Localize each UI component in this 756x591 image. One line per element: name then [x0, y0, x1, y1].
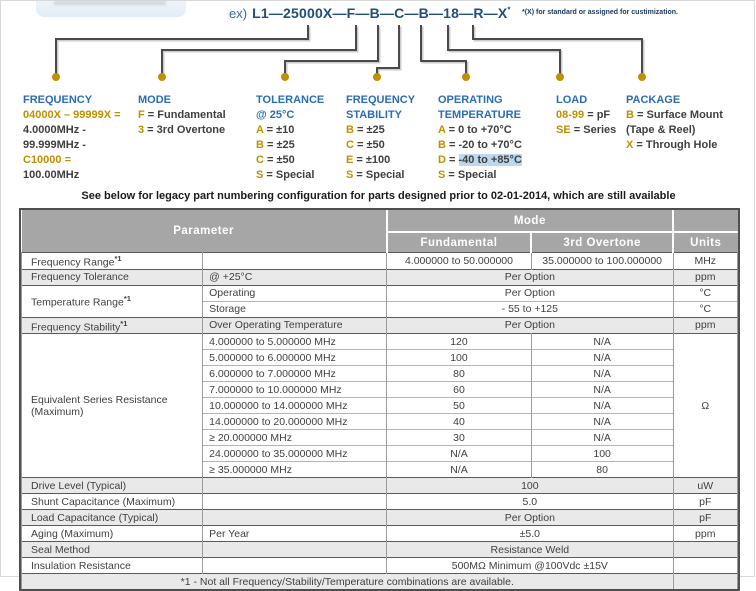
- legend-item: B = Surface Mount: [626, 109, 723, 121]
- table-cell-param: Frequency Stability$^{*1}$: [22, 317, 203, 334]
- header-units-spacer: [673, 210, 737, 232]
- item-code: B: [438, 139, 446, 151]
- line-shadow: [379, 27, 401, 79]
- legend-item: B = ±25: [256, 139, 295, 151]
- table-cell-cond: 7.000000 to 10.000000 MHz: [203, 382, 387, 398]
- legend-column-package: [626, 93, 744, 153]
- legend-item: S = Special: [256, 169, 315, 181]
- item-code: F: [138, 109, 145, 121]
- table-row: [22, 317, 738, 334]
- table-cell-cond: Over Operating Temperature: [203, 317, 387, 334]
- table-cell-cond: 14.000000 to 20.000000 MHz: [203, 414, 387, 430]
- connector-line: [162, 25, 356, 77]
- table-cell-unit: [673, 558, 737, 574]
- table-cell-cond: [203, 494, 387, 510]
- item-value: Special: [457, 169, 497, 181]
- table-cell-cond: Operating: [203, 285, 387, 301]
- table-cell-val: Per Option: [387, 269, 673, 285]
- legend-item: A = ±10: [256, 124, 295, 136]
- item-value: 3rd Overtone: [156, 124, 226, 136]
- legend-item: C = ±50: [346, 139, 385, 151]
- legend-item: S = Special: [438, 169, 497, 181]
- asterisk: *: [507, 5, 511, 15]
- legend-item: A = 0 to +70°C: [438, 124, 512, 136]
- table-cell-param: Frequency Tolerance: [22, 269, 203, 285]
- table-cell-unit: °C: [673, 301, 737, 317]
- customization-note: *(X) for standard or assigned for custimization.: [522, 9, 678, 16]
- legend-item: 100.00MHz: [23, 169, 80, 181]
- item-code: C: [256, 154, 264, 166]
- table-cell-val: Per Option: [387, 317, 673, 334]
- item-value: -20 to +70°C: [458, 139, 522, 151]
- legend-column-load: [556, 93, 624, 138]
- item-code: A: [438, 124, 446, 136]
- table-cell-unit: ppm: [673, 317, 737, 334]
- connector-dot: [52, 73, 60, 81]
- spec-table-wrap: [19, 208, 740, 591]
- table-cell-cond: [203, 542, 387, 558]
- legend-item: C10000 =: [23, 154, 72, 166]
- legend-item: S = Special: [346, 169, 405, 181]
- item-value: Series: [583, 124, 617, 136]
- table-cell-unit: MHz: [673, 253, 737, 270]
- item-code: B: [256, 139, 264, 151]
- item-value: ±50: [276, 154, 295, 166]
- column-header: MODE: [138, 94, 171, 106]
- legend-item: 04000X – 99999X =: [23, 109, 121, 121]
- table-cell-unit: ppm: [673, 269, 737, 285]
- table-cell-unit: pF: [673, 510, 737, 526]
- table-cell-foot: *1 - Not all Frequency/Stability/Temperature combinations are available.: [22, 574, 674, 590]
- connector-diagram: [1, 1, 756, 101]
- connector-dot: [556, 73, 564, 81]
- column-header: FREQUENCY: [346, 94, 416, 106]
- table-cell-cond: 5.000000 to 6.000000 MHz: [203, 350, 387, 366]
- footnote-marker: *1: [123, 294, 131, 304]
- table-cell-val: 100: [387, 478, 673, 494]
- column-header: OPERATING: [438, 94, 503, 106]
- column-header: TEMPERATURE: [438, 109, 521, 121]
- item-code: SE: [556, 124, 571, 136]
- table-row: [22, 253, 738, 270]
- table-cell-param: Drive Level (Typical): [22, 478, 203, 494]
- item-code: E: [346, 154, 354, 166]
- item-code: C: [346, 139, 354, 151]
- legend-item: 08-99 = pF: [556, 109, 611, 121]
- table-cell-cond: 24.000000 to 35.000000 MHz: [203, 446, 387, 462]
- item-code: B: [626, 109, 634, 121]
- item-value: Surface Mount: [646, 109, 723, 121]
- legend-item: 4.0000MHz -: [23, 124, 86, 136]
- part-number: L1—25000X—F—B—C—B—18—R—X*: [252, 5, 511, 21]
- legend-item: X = Through Hole: [626, 139, 718, 151]
- item-code: A: [256, 124, 264, 136]
- table-cell-param: Equivalent Series Resistance (Maximum): [22, 334, 203, 478]
- table-cell-val: N/A: [531, 350, 673, 366]
- item-value: ±10: [276, 124, 295, 136]
- table-cell-unit: pF: [673, 494, 737, 510]
- item-value: 0 to +70°C: [458, 124, 512, 136]
- table-row: [22, 542, 738, 558]
- item-code: X: [626, 139, 634, 151]
- item-value: ±100: [365, 154, 391, 166]
- table-cell-param: Frequency Range$^{*1}$: [22, 253, 203, 270]
- header-units: Units: [673, 232, 737, 253]
- column-header: PACKAGE: [626, 94, 681, 106]
- table-cell-cond: [203, 510, 387, 526]
- legend-column-frequency: [23, 93, 135, 183]
- table-row: [22, 558, 738, 574]
- legend-item: 3 = 3rd Overtone: [138, 124, 226, 136]
- connector-line: [448, 25, 560, 77]
- footnote-marker: *1: [120, 318, 128, 328]
- table-row: [22, 269, 738, 285]
- item-code: B: [346, 124, 354, 136]
- header-mode: Mode: [387, 210, 673, 232]
- table-cell-val: N/A: [531, 366, 673, 382]
- item-code: 08-99: [556, 109, 585, 121]
- table-cell-cond: [203, 253, 387, 270]
- spec-table: [21, 210, 738, 589]
- table-cell-val: 40: [387, 414, 532, 430]
- table-cell-val: - 55 to +125: [387, 301, 673, 317]
- column-header: TOLERANCE: [256, 94, 325, 106]
- table-cell-cond: ≥ 20.000000 MHz: [203, 430, 387, 446]
- legacy-note: See below for legacy part numbering configuration for parts designed prior to 02-01-2014, which are still available: [81, 190, 676, 202]
- header-3rd-overtone: 3rd Overtone: [531, 232, 673, 253]
- table-cell-unit: [673, 542, 737, 558]
- item-code: S: [346, 169, 354, 181]
- table-row: [22, 494, 738, 510]
- legend-item: B = -20 to +70°C: [438, 139, 522, 151]
- table-cell-val: N/A: [531, 334, 673, 350]
- table-cell-cond: Per Year: [203, 526, 387, 542]
- footnote-marker: *1: [114, 254, 122, 263]
- legend-item: 99.999MHz -: [23, 139, 86, 151]
- item-code: D: [438, 154, 446, 166]
- legend-column-tolerance: [256, 93, 344, 183]
- connector-dot: [158, 73, 166, 81]
- table-cell-cond: @ +25°C: [203, 269, 387, 285]
- table-cell-val: N/A: [531, 430, 673, 446]
- column-header: @ 25°C: [256, 109, 295, 121]
- table-cell-param: Shunt Capacitance (Maximum): [22, 494, 203, 510]
- column-header: LOAD: [556, 94, 588, 106]
- table-row: [22, 334, 738, 350]
- table-cell-val: N/A: [531, 398, 673, 414]
- table-cell-val: 100: [531, 446, 673, 462]
- line-shadow: [164, 27, 358, 79]
- item-code: S: [438, 169, 446, 181]
- table-cell-val: N/A: [531, 414, 673, 430]
- item-code: 3: [138, 124, 145, 136]
- connector-dot: [281, 73, 289, 81]
- table-cell-unit: °C: [673, 285, 737, 301]
- table-cell-cond: 10.000000 to 14.000000 MHz: [203, 398, 387, 414]
- legend-column-frequency-stability: [346, 93, 436, 183]
- table-row: [22, 285, 738, 301]
- legend-item: F = Fundamental: [138, 109, 226, 121]
- item-value: Special: [275, 169, 315, 181]
- table-cell-val: 35.000000 to 100.000000: [531, 253, 673, 270]
- table-cell-cond: 4.000000 to 5.000000 MHz: [203, 334, 387, 350]
- legend-item: E = ±100: [346, 154, 391, 166]
- table-cell-val: N/A: [531, 382, 673, 398]
- table-cell-val: 50: [387, 398, 532, 414]
- connector-dot: [462, 73, 470, 81]
- table-cell-val: 80: [531, 462, 673, 478]
- table-cell-val: Resistance Weld: [387, 542, 673, 558]
- legend-column-operating-temperature: [438, 93, 553, 183]
- item-value: Special: [365, 169, 405, 181]
- item-value: ±25: [276, 139, 295, 151]
- table-cell-cond: 6.000000 to 7.000000 MHz: [203, 366, 387, 382]
- table-cell-param: Insulation Resistance: [22, 558, 203, 574]
- table-cell-val: ±5.0: [387, 526, 673, 542]
- table-cell-val: N/A: [387, 446, 532, 462]
- table-cell-cond: [203, 558, 387, 574]
- table-cell-val: 120: [387, 334, 532, 350]
- table-cell-val: 4.000000 to 50.000000: [387, 253, 532, 270]
- table-cell-unit: Ω: [673, 334, 737, 478]
- table-cell-val: N/A: [387, 462, 532, 478]
- table-cell-param: Load Capacitance (Typical): [22, 510, 203, 526]
- table-cell-val: 80: [387, 366, 532, 382]
- legend-item: (Tape & Reel): [626, 124, 696, 136]
- item-value: Through Hole: [645, 139, 718, 151]
- item-code: S: [256, 169, 264, 181]
- connector-dot: [638, 73, 646, 81]
- table-row: [22, 478, 738, 494]
- legend-item: SE = Series: [556, 124, 617, 136]
- table-cell-val: Per Option: [387, 510, 673, 526]
- table-cell-val: 100: [387, 350, 532, 366]
- header-fundamental: Fundamental: [387, 232, 532, 253]
- column-header: STABILITY: [346, 109, 403, 121]
- table-cell-val: Per Option: [387, 285, 673, 301]
- legend-item: D = -40 to +85°C: [438, 154, 522, 166]
- item-value: Fundamental: [157, 109, 226, 121]
- table-cell-unit: ppm: [673, 526, 737, 542]
- example-prefix: ex): [229, 6, 248, 21]
- header-parameter: Parameter: [22, 210, 387, 253]
- table-cell-param: Aging (Maximum): [22, 526, 203, 542]
- highlighted-value: -40 to +85°C: [458, 154, 522, 166]
- table-cell-unit: [673, 574, 737, 590]
- legend-column-mode: [138, 93, 253, 138]
- legend-item: C = ±50: [256, 154, 295, 166]
- table-cell-cond: Storage: [203, 301, 387, 317]
- item-value: ±25: [366, 124, 385, 136]
- table-cell-val: 60: [387, 382, 532, 398]
- table-cell-val: 5.0: [387, 494, 673, 510]
- connector-dot: [373, 73, 381, 81]
- table-cell-param: Seal Method: [22, 542, 203, 558]
- table-cell-val: 30: [387, 430, 532, 446]
- table-cell-param: Temperature Range$^{*1}$: [22, 285, 203, 317]
- column-header: FREQUENCY: [23, 94, 93, 106]
- table-cell-cond: [203, 478, 387, 494]
- item-value: pF: [596, 109, 611, 121]
- legend-item: B = ±25: [346, 124, 385, 136]
- table-row: [22, 510, 738, 526]
- table-cell-unit: uW: [673, 478, 737, 494]
- item-value: ±50: [366, 139, 385, 151]
- table-row: [22, 526, 738, 542]
- table-cell-val: 500MΩ Minimum @100Vdc ±15V: [387, 558, 673, 574]
- table-row: [22, 574, 738, 590]
- table-cell-cond: ≥ 35.000000 MHz: [203, 462, 387, 478]
